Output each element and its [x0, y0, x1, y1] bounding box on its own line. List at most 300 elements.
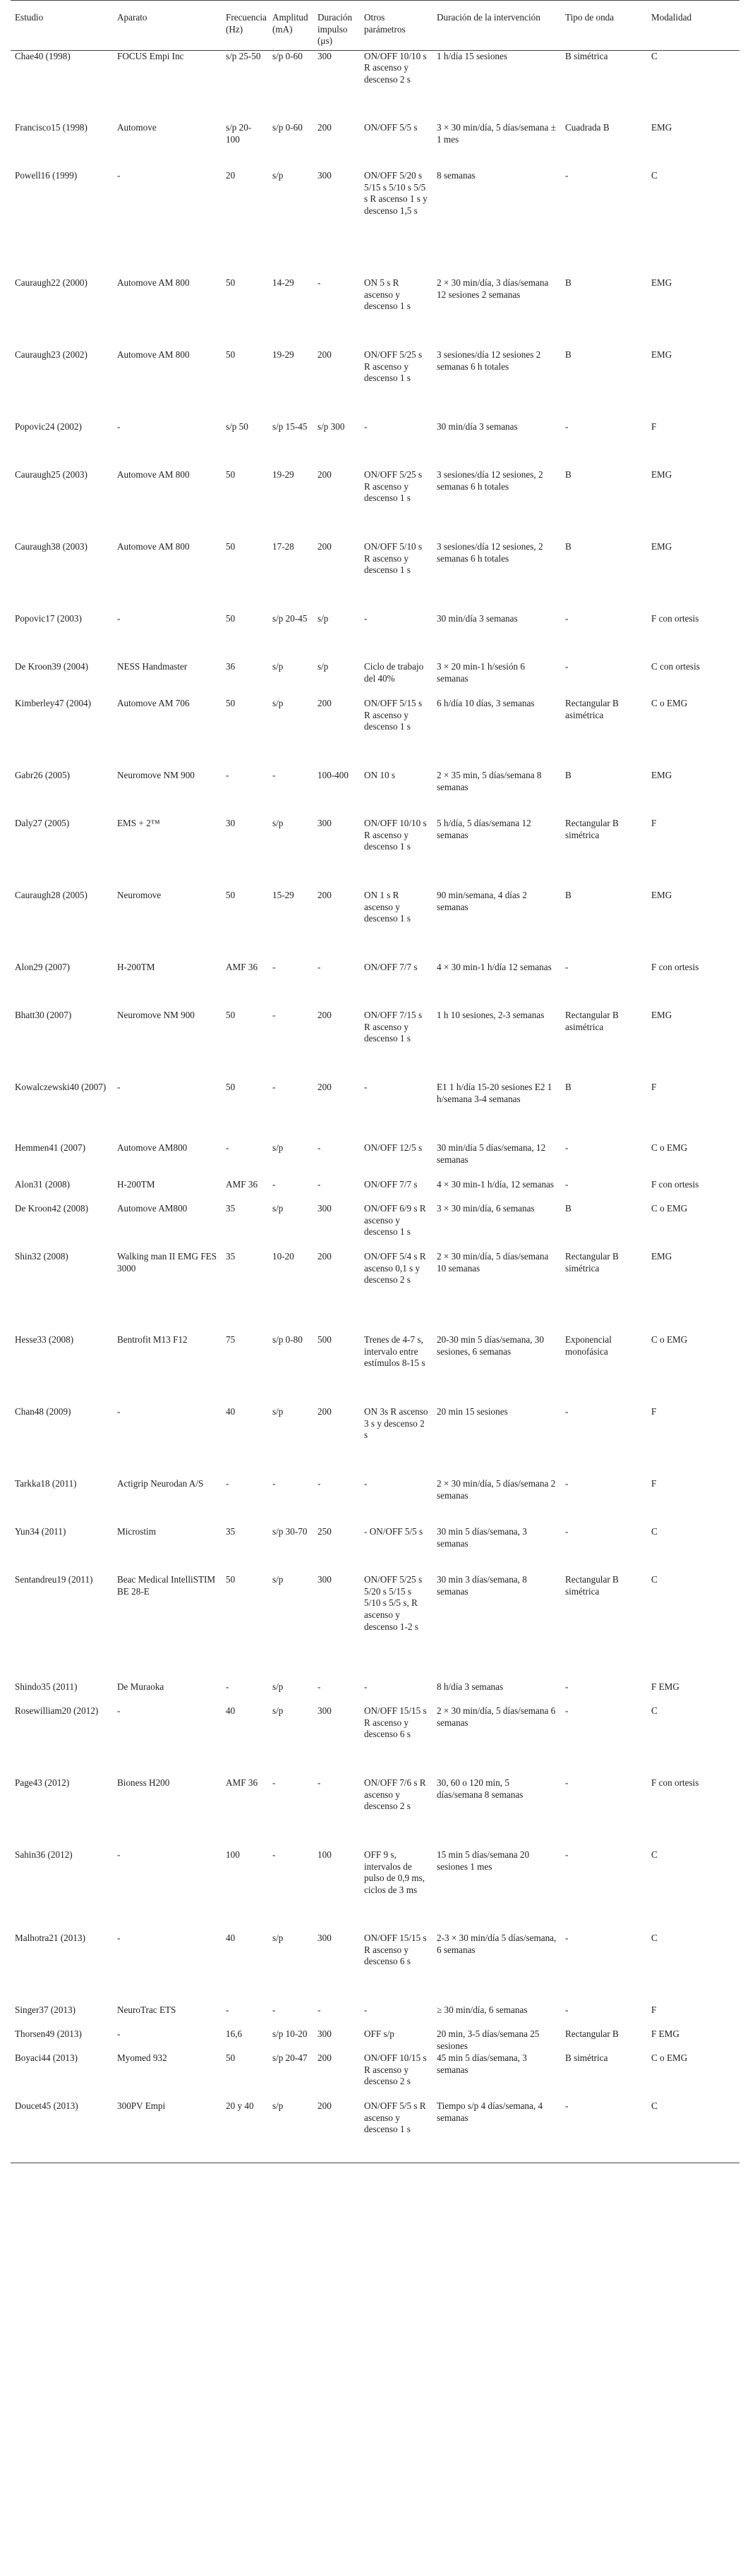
col-modality-text: F [651, 1406, 657, 1417]
col-study-cell [11, 962, 113, 1010]
col-intervention-duration-cell [433, 661, 561, 698]
col-device-cell [113, 1251, 222, 1334]
col-waveform-cell [561, 2052, 647, 2100]
header-col-device: Aparato [113, 1, 222, 51]
col-pulse-duration-cell [313, 421, 360, 469]
col-modality-text: F con ortesis [651, 962, 699, 973]
col-other-parameters-text: ON/OFF 10/15 s R ascenso y descenso 2 s [364, 2052, 429, 2087]
col-study-cell [11, 2028, 113, 2052]
col-pulse-duration-text: 200 [317, 541, 332, 552]
col-intervention-duration-cell [433, 1681, 561, 1705]
col-frequency-cell [222, 421, 268, 469]
col-other-parameters-text: - [364, 2004, 368, 2016]
col-pulse-duration-text: - [317, 1142, 321, 1154]
table-row [11, 962, 739, 1010]
col-amplitude-cell [268, 349, 313, 421]
col-modality-cell [647, 1777, 739, 1849]
col-study-cell [11, 122, 113, 170]
table-row [11, 613, 739, 661]
col-study-text: Powell16 (1999) [15, 170, 78, 181]
col-device-text: H-200TM [117, 1179, 155, 1190]
col-amplitude-cell [268, 1406, 313, 1478]
header-col-other-parameters: Otros parámetros [360, 1, 433, 51]
col-other-parameters-cell [360, 421, 433, 469]
col-waveform-cell [561, 541, 647, 613]
col-other-parameters-text: - [364, 613, 368, 624]
col-study-cell [11, 541, 113, 613]
col-modality-cell [647, 698, 739, 770]
col-waveform-text: - [565, 1142, 569, 1154]
header-col-amplitude: Amplitud (mA) [268, 1, 313, 51]
col-amplitude-text: - [272, 962, 276, 973]
col-modality-text: C o EMG [651, 698, 688, 709]
col-study-cell [11, 1142, 113, 1179]
col-pulse-duration-text: 200 [317, 469, 332, 480]
col-frequency-cell [222, 2004, 268, 2028]
table-row [11, 698, 739, 770]
col-device-cell [113, 349, 222, 421]
col-frequency-cell [222, 50, 268, 122]
col-amplitude-cell [268, 1010, 313, 1082]
col-device-text: EMS + 2™ [117, 818, 160, 829]
col-other-parameters-cell [360, 1478, 433, 1526]
col-frequency-cell [222, 2100, 268, 2163]
col-pulse-duration-cell [313, 170, 360, 277]
col-device-cell [113, 1142, 222, 1179]
col-waveform-text: - [565, 1933, 569, 1944]
col-amplitude-cell [268, 818, 313, 890]
col-study-text: Chan48 (2009) [15, 1406, 71, 1417]
col-waveform-cell [561, 170, 647, 277]
col-modality-cell [647, 349, 739, 421]
col-other-parameters-cell [360, 50, 433, 122]
col-intervention-duration-text: 30 min 5 días/semana, 3 semanas [437, 1526, 530, 1549]
col-modality-cell [647, 421, 739, 469]
col-pulse-duration-cell [313, 1251, 360, 1334]
col-modality-cell [647, 170, 739, 277]
col-study-text: Sahin36 (2012) [15, 1849, 73, 1861]
col-frequency-cell [222, 1010, 268, 1082]
col-waveform-cell [561, 1526, 647, 1574]
col-waveform-text: B simétrica [565, 50, 608, 61]
col-intervention-duration-cell [433, 421, 561, 469]
col-amplitude-text: - [272, 1179, 276, 1190]
col-intervention-duration-text: 90 min/semana, 4 días 2 semanas [437, 890, 530, 912]
col-other-parameters-text: ON/OFF 7/7 s [364, 962, 418, 973]
col-other-parameters-cell [360, 770, 433, 818]
col-device-cell [113, 661, 222, 698]
col-pulse-duration-cell [313, 2028, 360, 2052]
col-device-text: Walking man II EMG FES 3000 [117, 1251, 219, 1274]
col-device-cell [113, 50, 222, 122]
col-intervention-duration-text: 4 × 30 min-1 h/día 12 semanas [437, 962, 552, 973]
col-frequency-cell [222, 2052, 268, 2100]
col-pulse-duration-text: 300 [317, 1705, 332, 1717]
col-waveform-cell [561, 661, 647, 698]
col-modality-cell [647, 818, 739, 890]
col-study-cell [11, 1334, 113, 1406]
col-frequency-text: 50 [226, 277, 236, 289]
col-intervention-duration-cell [433, 2028, 561, 2052]
col-study-text: Malhotra21 (2013) [15, 1933, 85, 1944]
col-frequency-text: 20 y 40 [226, 2100, 254, 2112]
table-row [11, 2004, 739, 2028]
col-waveform-cell [561, 2100, 647, 2163]
col-frequency-text: AMF 36 [226, 1179, 258, 1190]
col-frequency-text: 30 [226, 818, 236, 829]
col-waveform-cell [561, 890, 647, 962]
col-device-cell [113, 962, 222, 1010]
col-study-cell [11, 2004, 113, 2028]
col-modality-text: EMG [651, 349, 672, 361]
col-other-parameters-cell [360, 962, 433, 1010]
col-study-text: Boyaci44 (2013) [15, 2052, 78, 2064]
col-waveform-text: B simétrica [565, 2052, 608, 2064]
col-frequency-text: 50 [226, 469, 236, 480]
col-waveform-cell [561, 962, 647, 1010]
col-waveform-text: Rectangular B simétrica [565, 818, 622, 840]
col-modality-text: F con ortesis [651, 1179, 699, 1190]
col-study-cell [11, 1082, 113, 1142]
col-amplitude-cell [268, 1142, 313, 1179]
col-intervention-duration-text: 6 h/día 10 días, 3 semanas [437, 698, 535, 709]
col-frequency-text: AMF 36 [226, 962, 258, 973]
header-col-study: Estudio [11, 1, 113, 51]
table-row [11, 661, 739, 698]
col-amplitude-text: s/p 0-80 [272, 1334, 303, 1346]
col-modality-text: EMG [651, 770, 672, 781]
col-study-text: Thorsen49 (2013) [15, 2028, 82, 2040]
col-intervention-duration-cell [433, 541, 561, 613]
col-other-parameters-cell [360, 277, 433, 349]
col-waveform-text: - [565, 1179, 569, 1190]
col-intervention-duration-cell [433, 349, 561, 421]
col-intervention-duration-cell [433, 2052, 561, 2100]
col-waveform-cell [561, 349, 647, 421]
col-pulse-duration-cell [313, 1526, 360, 1574]
col-other-parameters-cell [360, 1203, 433, 1251]
col-modality-cell [647, 613, 739, 661]
col-amplitude-text: s/p [272, 661, 284, 672]
col-frequency-text: - [226, 1142, 229, 1154]
col-other-parameters-text: - [364, 421, 368, 433]
col-waveform-text: B [565, 890, 571, 901]
col-intervention-duration-cell [433, 1406, 561, 1478]
table-row [11, 1010, 739, 1082]
col-pulse-duration-text: 200 [317, 1251, 332, 1262]
col-other-parameters-text: ON/OFF 5/5 s [364, 122, 418, 133]
col-other-parameters-text: ON/OFF 12/5 s [364, 1142, 423, 1154]
col-amplitude-cell [268, 1526, 313, 1574]
col-intervention-duration-cell [433, 613, 561, 661]
col-intervention-duration-cell [433, 1334, 561, 1406]
col-waveform-text: B [565, 770, 571, 781]
col-frequency-cell [222, 1142, 268, 1179]
col-pulse-duration-cell [313, 1179, 360, 1203]
table-row [11, 421, 739, 469]
col-intervention-duration-cell [433, 2100, 561, 2163]
col-study-cell [11, 1574, 113, 1681]
col-device-text: Bioness H200 [117, 1777, 170, 1789]
col-modality-text: C o EMG [651, 1334, 688, 1346]
col-waveform-cell [561, 2028, 647, 2052]
col-amplitude-text: s/p [272, 818, 284, 829]
col-waveform-cell [561, 1251, 647, 1334]
col-modality-text: C [651, 170, 658, 181]
col-study-text: Alon29 (2007) [15, 962, 71, 973]
col-other-parameters-text: - ON/OFF 5/5 s [364, 1526, 423, 1537]
col-pulse-duration-cell [313, 1010, 360, 1082]
col-pulse-duration-cell [313, 1142, 360, 1179]
col-study-text: Tarkka18 (2011) [15, 1478, 77, 1489]
col-device-text: - [117, 613, 121, 624]
col-device-text: Microstim [117, 1526, 156, 1537]
col-modality-text: EMG [651, 1010, 672, 1021]
col-study-cell [11, 1777, 113, 1849]
col-study-cell [11, 469, 113, 541]
col-waveform-text: Cuadrada B [565, 122, 610, 133]
col-amplitude-text: s/p 0-60 [272, 50, 303, 61]
table-row [11, 1142, 739, 1179]
col-study-cell [11, 421, 113, 469]
col-amplitude-cell [268, 277, 313, 349]
col-device-text: Automove [117, 122, 157, 133]
col-modality-text: C [651, 2100, 658, 2112]
table-row [11, 277, 739, 349]
col-amplitude-cell [268, 122, 313, 170]
col-modality-text: F con ortesis [651, 1777, 699, 1789]
col-amplitude-text: - [272, 1777, 276, 1789]
col-device-cell [113, 818, 222, 890]
col-device-text: Beac Medical IntelliSTIM BE 28-E [117, 1574, 218, 1597]
col-amplitude-cell [268, 613, 313, 661]
col-device-text: - [117, 1406, 121, 1417]
col-frequency-text: 36 [226, 661, 236, 672]
col-frequency-cell [222, 349, 268, 421]
col-device-cell [113, 2100, 222, 2163]
col-frequency-text: 35 [226, 1203, 236, 1214]
col-amplitude-text: s/p [272, 1933, 284, 1944]
col-device-cell [113, 770, 222, 818]
col-device-text: - [117, 170, 121, 181]
col-study-text: Kowalczewski40 (2007) [15, 1082, 107, 1093]
col-intervention-duration-text: 2 × 30 min/día, 3 días/semana 12 sesiones 2 semanas [437, 277, 551, 300]
col-amplitude-text: s/p [272, 1681, 284, 1693]
col-modality-cell [647, 1681, 739, 1705]
col-waveform-text: - [565, 1705, 569, 1717]
col-study-text: Popovic24 (2002) [15, 421, 82, 433]
col-pulse-duration-cell [313, 1203, 360, 1251]
col-intervention-duration-text: 3 × 30 min/día, 6 semanas [437, 1203, 535, 1214]
col-other-parameters-text: ON/OFF 5/10 s R ascenso y descenso 1 s [364, 541, 425, 576]
col-frequency-cell [222, 613, 268, 661]
col-study-cell [11, 1705, 113, 1777]
col-intervention-duration-text: 3 sesiones/día 12 sesiones, 2 semanas 6 h totales [437, 469, 545, 492]
col-other-parameters-cell [360, 469, 433, 541]
col-intervention-duration-cell [433, 1849, 561, 1933]
table-row [11, 2100, 739, 2163]
col-intervention-duration-cell [433, 1705, 561, 1777]
col-study-cell [11, 613, 113, 661]
col-modality-cell [647, 122, 739, 170]
col-other-parameters-text: ON/OFF 10/10 s R ascenso y descenso 2 s [364, 50, 429, 85]
col-waveform-text: - [565, 962, 569, 973]
col-device-text: Neuromove [117, 890, 162, 901]
col-intervention-duration-text: 30 min 3 días/semana, 8 semanas [437, 1574, 530, 1597]
col-study-text: Popovic17 (2003) [15, 613, 82, 624]
col-pulse-duration-cell [313, 349, 360, 421]
col-frequency-text: s/p 20-100 [226, 122, 252, 145]
col-other-parameters-text: ON 10 s [364, 770, 395, 781]
col-modality-cell [647, 770, 739, 818]
col-pulse-duration-text: 200 [317, 890, 332, 901]
col-other-parameters-cell [360, 170, 433, 277]
header-row [11, 1, 739, 51]
table-row [11, 1705, 739, 1777]
col-intervention-duration-cell [433, 1251, 561, 1334]
col-pulse-duration-cell [313, 962, 360, 1010]
col-waveform-cell [561, 1478, 647, 1526]
col-intervention-duration-text: 3 × 20 min-1 h/sesión 6 semanas [437, 661, 528, 684]
col-study-text: De Kroon39 (2004) [15, 661, 89, 672]
col-frequency-cell [222, 1203, 268, 1251]
col-amplitude-cell [268, 1334, 313, 1406]
col-waveform-cell [561, 469, 647, 541]
col-frequency-cell [222, 170, 268, 277]
col-other-parameters-text: ON/OFF 5/15 s R ascenso y descenso 1 s [364, 698, 425, 732]
col-amplitude-text: s/p [272, 1406, 284, 1417]
table-row [11, 2052, 739, 2100]
col-device-cell [113, 1777, 222, 1849]
col-pulse-duration-text: 100 [317, 1849, 332, 1861]
col-other-parameters-cell [360, 1179, 433, 1203]
col-frequency-text: - [226, 2004, 229, 2016]
table-row [11, 890, 739, 962]
col-pulse-duration-cell [313, 541, 360, 613]
col-frequency-text: s/p 25-50 [226, 50, 261, 61]
col-pulse-duration-cell [313, 1705, 360, 1777]
col-pulse-duration-cell [313, 2004, 360, 2028]
col-waveform-cell [561, 1574, 647, 1681]
col-amplitude-text: s/p [272, 1705, 284, 1717]
col-study-text: Shindo35 (2011) [15, 1681, 78, 1693]
col-intervention-duration-text: 20 min 15 sesiones [437, 1406, 508, 1417]
col-modality-text: EMG [651, 122, 672, 133]
col-other-parameters-text: ON/OFF 7/7 s [364, 1179, 418, 1190]
col-amplitude-cell [268, 698, 313, 770]
col-amplitude-cell [268, 661, 313, 698]
col-other-parameters-text: OFF 9 s, intervalos de pulso de 0,9 ms, ciclos de 3 ms [364, 1849, 428, 1896]
col-frequency-text: 50 [226, 1574, 236, 1585]
col-amplitude-text: 15-29 [272, 890, 294, 901]
col-pulse-duration-cell [313, 1574, 360, 1681]
col-waveform-text: B [565, 469, 571, 480]
col-other-parameters-cell [360, 1933, 433, 2004]
col-device-cell [113, 421, 222, 469]
col-frequency-cell [222, 1082, 268, 1142]
col-modality-cell [647, 1082, 739, 1142]
col-frequency-text: 50 [226, 613, 236, 624]
col-device-cell [113, 1082, 222, 1142]
table-row [11, 1478, 739, 1526]
col-waveform-cell [561, 421, 647, 469]
col-frequency-cell [222, 1574, 268, 1681]
col-intervention-duration-text: 2 × 35 min, 5 días/semana 8 semanas [437, 770, 544, 792]
col-frequency-text: 50 [226, 1010, 236, 1021]
col-modality-text: F con ortesis [651, 613, 699, 624]
col-device-cell [113, 122, 222, 170]
col-study-text: Bhatt30 (2007) [15, 1010, 72, 1021]
col-other-parameters-text: ON/OFF 7/6 s R ascenso y descenso 2 s [364, 1777, 428, 1812]
col-pulse-duration-text: - [317, 1777, 321, 1789]
col-amplitude-text: s/p 0-60 [272, 122, 303, 133]
col-pulse-duration-cell [313, 122, 360, 170]
col-waveform-text: B [565, 349, 571, 361]
col-other-parameters-cell [360, 1705, 433, 1777]
col-amplitude-cell [268, 1478, 313, 1526]
col-device-cell [113, 890, 222, 962]
col-amplitude-cell [268, 890, 313, 962]
col-pulse-duration-cell [313, 277, 360, 349]
header-col-waveform: Tipo de onda [561, 1, 647, 51]
col-intervention-duration-cell [433, 818, 561, 890]
col-intervention-duration-text: 2 × 30 min/día, 5 días/semana 2 semanas [437, 1478, 558, 1501]
col-device-cell [113, 1933, 222, 2004]
col-frequency-cell [222, 277, 268, 349]
col-intervention-duration-cell [433, 770, 561, 818]
col-device-text: - [117, 2028, 121, 2040]
col-study-cell [11, 349, 113, 421]
col-pulse-duration-text: 300 [317, 170, 332, 181]
col-frequency-cell [222, 1334, 268, 1406]
col-waveform-text: Rectangular B simétrica [565, 1251, 622, 1274]
col-intervention-duration-cell [433, 1203, 561, 1251]
col-intervention-duration-text: 30 min/día 5 días/semana, 12 semanas [437, 1142, 548, 1165]
col-study-text: Chae40 (1998) [15, 50, 71, 61]
header-col-intervention-duration: Duración de la intervención [433, 1, 561, 51]
col-device-text: De Muraoka [117, 1681, 164, 1693]
col-other-parameters-cell [360, 1334, 433, 1406]
col-intervention-duration-text: 3 sesiones/día 12 sesiones, 2 semanas 6 h totales [437, 541, 545, 564]
col-waveform-cell [561, 1179, 647, 1203]
header-col-frequency: Frecuencia (Hz) [222, 1, 268, 51]
col-amplitude-cell [268, 1933, 313, 2004]
col-other-parameters-cell [360, 1574, 433, 1681]
col-amplitude-text: s/p [272, 1142, 284, 1154]
col-other-parameters-text: ON 1 s R ascenso y descenso 1 s [364, 890, 411, 924]
table-header [11, 1, 739, 51]
col-study-text: Daly27 (2005) [15, 818, 70, 829]
table-row [11, 770, 739, 818]
col-intervention-duration-text: 4 × 30 min-1 h/día, 12 semanas [437, 1179, 555, 1190]
col-frequency-cell [222, 1777, 268, 1849]
col-device-text: Automove AM 800 [117, 469, 190, 480]
table-body [11, 50, 739, 2163]
col-other-parameters-cell [360, 890, 433, 962]
col-study-text: Shin32 (2008) [15, 1251, 68, 1262]
header-col-pulse-duration: Duración impulso (μs) [313, 1, 360, 51]
col-other-parameters-cell [360, 1406, 433, 1478]
col-frequency-text: 20 [226, 170, 236, 181]
col-waveform-text: - [565, 1777, 569, 1789]
col-other-parameters-cell [360, 661, 433, 698]
col-other-parameters-cell [360, 1142, 433, 1179]
table-row [11, 122, 739, 170]
col-intervention-duration-cell [433, 962, 561, 1010]
col-modality-cell [647, 962, 739, 1010]
col-device-cell [113, 2028, 222, 2052]
col-frequency-cell [222, 1705, 268, 1777]
